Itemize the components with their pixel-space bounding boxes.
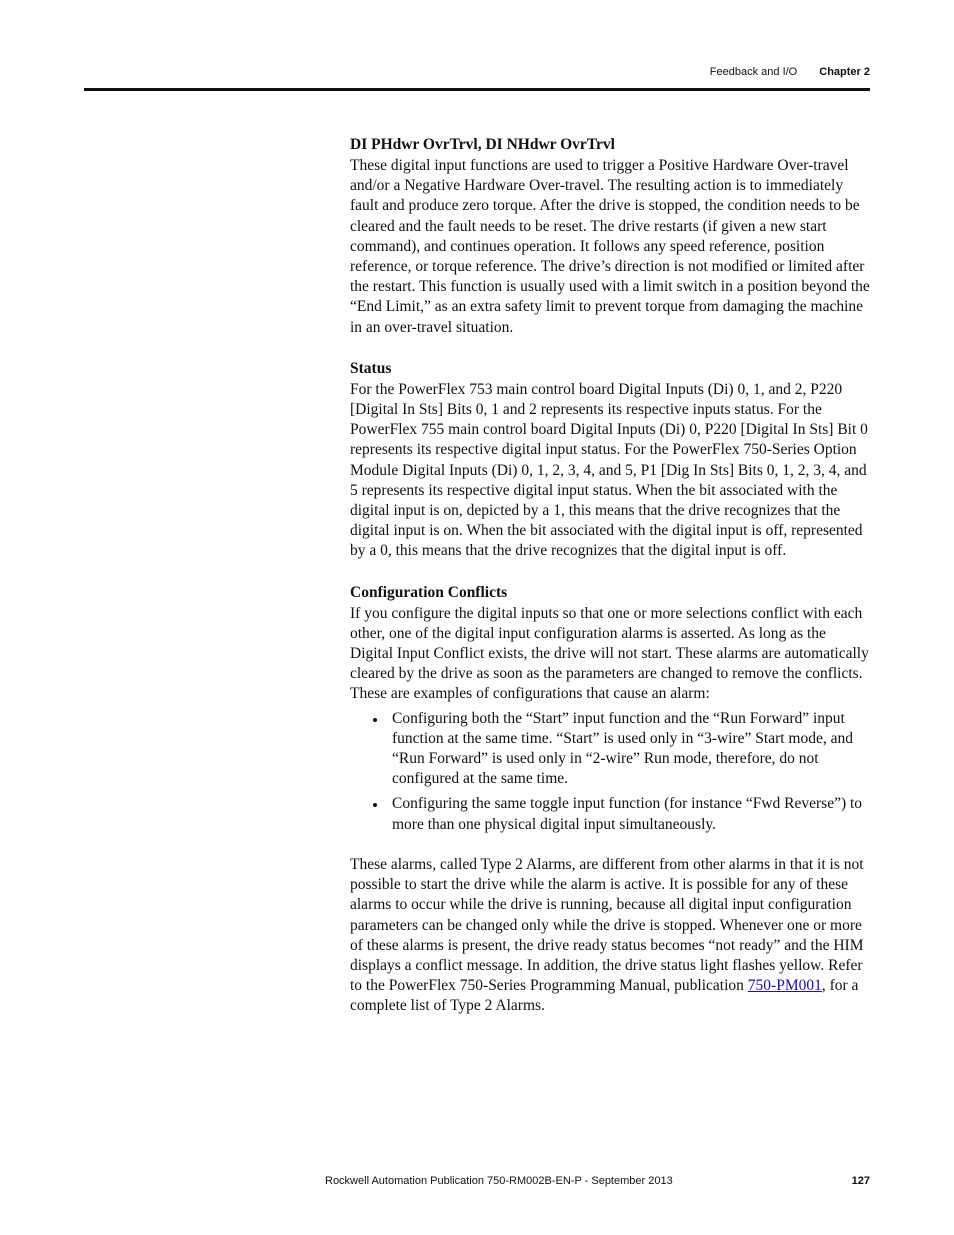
header-divider (84, 88, 870, 91)
closing-paragraph (350, 855, 870, 1017)
list-item: Configuring both the “Start” input function and the “Run Forward” input function at the same time. “Start” is used only in “3-wire” Start mode, and “Run Forward” is used only in “2-wire” Run mode, therefore, do not configured at the same time. (392, 709, 870, 790)
bullet-list (350, 709, 870, 835)
section-heading: DI PHdwr OvrTrvl, DI NHdwr OvrTrvl (350, 136, 615, 153)
main-content (350, 134, 870, 1017)
section-body: These digital input functions are used to trigger a Positive Hardware Over-travel and/or a Negative Hardware Over-travel. The resulting action is to immediately fault and produce zero torque. After the drive is stopped, the condition needs to be cleared and the fault needs to be reset. The drive restarts (if given a new start command), and continues operation. It follows any speed reference, position reference, or torque reference. The drive’s direction is not modified or limited after the restart. This function is usually used with a limit switch in a position beyond the “End Limit,” as an extra safety limit to prevent torque from damaging the machine in an over-travel situation. (350, 157, 870, 336)
footer-publication: Rockwell Automation Publication 750-RM002B-EN-P - September 2013 (325, 1175, 673, 1187)
section-status (350, 358, 870, 562)
header-chapter-label: Chapter 2 (819, 66, 870, 78)
list-item: Configuring the same toggle input function (for instance “Fwd Reverse”) to more than one physical digital input simultaneously. (392, 794, 870, 834)
section-overtravel (350, 134, 870, 338)
section-heading: Status (350, 359, 392, 377)
publication-link[interactable]: 750-PM001 (747, 977, 822, 995)
section-body: For the PowerFlex 753 main control board Digital Inputs (Di) 0, 1, and 2, P220 [Digital In Sts] Bits 0, 1 and 2 represents its respective inputs status. For the PowerFlex 755 main control board Digital Inputs (Di) 0, P220 [Digital In Sts] Bit 0 represents its respective digital input status. For the PowerFlex 750-Series Option Module Digital Inputs (Di) 0, 1, 2, 3, 4, and 5, P1 [Dig In Sts] Bits 0, 1, 2, 3, 4, and 5 represents its respective digital input status. When the bit associated with the digital input is on, depicted by a 1, this means that the drive recognizes that the digital input is on. When the bit associated with the digital input is off, represented by a 0, this means that the drive recognizes that the digital input is off. (350, 380, 868, 560)
section-body: If you configure the digital inputs so that one or more selections conflict with each other, one of the digital input configuration alarms is asserted. As long as the Digital Input Conflict exists, the drive will not start. These alarms are automatically cleared by the drive as soon as the parameters are changed to remove the conflicts. These are examples of configurations that cause an alarm: (350, 604, 869, 703)
section-configuration-conflicts (350, 582, 870, 835)
closing-text-end: , for a complete list of Type 2 Alarms. (350, 977, 859, 1015)
page-number: 127 (851, 1175, 870, 1187)
closing-text: These alarms, called Type 2 Alarms, are different from other alarms in that it is not possible to start the drive while the alarm is active. It is possible for any of these alarms to occur while the drive is running, because all digital input configuration parameters can be changed only while the drive is stopped. Whenever one or more of these alarms is present, the drive ready status becomes “not ready” and the HIM displays a conflict message. In addition, the drive status light flashes yellow. Refer to the PowerFlex 750-Series Programming Manual, publication (350, 855, 864, 995)
running-header (710, 66, 870, 78)
section-heading: Configuration Conflicts (350, 583, 508, 601)
header-section-title: Feedback and I/O (709, 66, 798, 78)
